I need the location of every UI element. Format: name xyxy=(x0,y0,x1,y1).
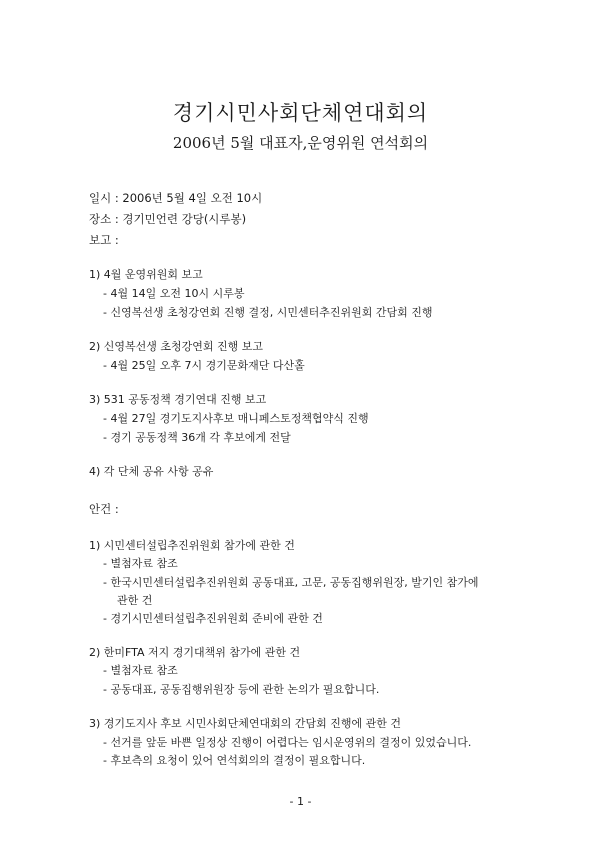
report-bullet: - 신영복선생 초청강연회 진행 결정, 시민센터추진위원회 간담회 진행 xyxy=(103,306,433,319)
report-label: 보고 : xyxy=(89,233,119,247)
report-heading: 1) 4월 운영위원회 보고 xyxy=(89,268,203,281)
agenda-heading: 2) 한미FTA 저지 경기대책위 참가에 관한 건 xyxy=(89,646,301,659)
agenda-heading: 3) 경기도지사 후보 시민사회단체연대회의 간담회 진행에 관한 건 xyxy=(89,717,402,730)
report-heading: 2) 신영복선생 초청강연회 진행 보고 xyxy=(89,340,264,353)
agenda-bullet: - 공동대표, 공동집행위원장 등에 관한 논의가 필요합니다. xyxy=(103,683,380,696)
agenda-bullet: - 별첨자료 참조 xyxy=(103,557,178,570)
agenda-bullet: - 한국시민센터설립추진위원회 공동대표, 고문, 공동집행위원장, 발기인 참가에 xyxy=(103,576,479,589)
agenda-label: 안건 : xyxy=(89,502,119,516)
agenda-bullet: - 별첨자료 참조 xyxy=(103,664,178,677)
report-heading: 4) 각 단체 공유 사항 공유 xyxy=(89,465,214,478)
agenda-bullet-continuation: 관한 건 xyxy=(117,594,153,607)
report-bullet: - 4월 14일 오전 10시 시루봉 xyxy=(103,287,245,300)
agenda-bullet: - 선거를 앞둔 바쁜 일정상 진행이 어렵다는 임시운영위의 결정이 있었습니다. xyxy=(103,736,472,749)
report-heading: 3) 531 공동정책 경기연대 진행 보고 xyxy=(89,393,267,406)
report-bullet: - 4월 27일 경기도지사후보 매니페스토정책협약식 진행 xyxy=(103,412,369,425)
report-bullet: - 경기 공동정책 36개 각 후보에게 전달 xyxy=(103,431,291,444)
agenda-bullet: - 후보측의 요청이 있어 연석회의의 결정이 필요합니다. xyxy=(103,754,366,767)
meeting-date: 일시 : 2006년 5월 4일 오전 10시 xyxy=(89,191,263,205)
document-title: 경기시민사회단체연대회의 xyxy=(172,101,429,125)
report-bullet: - 4월 25일 오후 7시 경기문화재단 다산홀 xyxy=(103,359,305,372)
agenda-heading: 1) 시민센터설립추진위원회 참가에 관한 건 xyxy=(89,539,295,552)
document-subtitle: 2006년 5월 대표자,운영위원 연석회의 xyxy=(172,134,429,152)
agenda-bullet: - 경기시민센터설립추진위원회 준비에 관한 건 xyxy=(103,612,323,625)
page-number: - 1 - xyxy=(289,795,312,808)
meeting-place: 장소 : 경기민언련 강당(시루봉) xyxy=(89,212,247,226)
